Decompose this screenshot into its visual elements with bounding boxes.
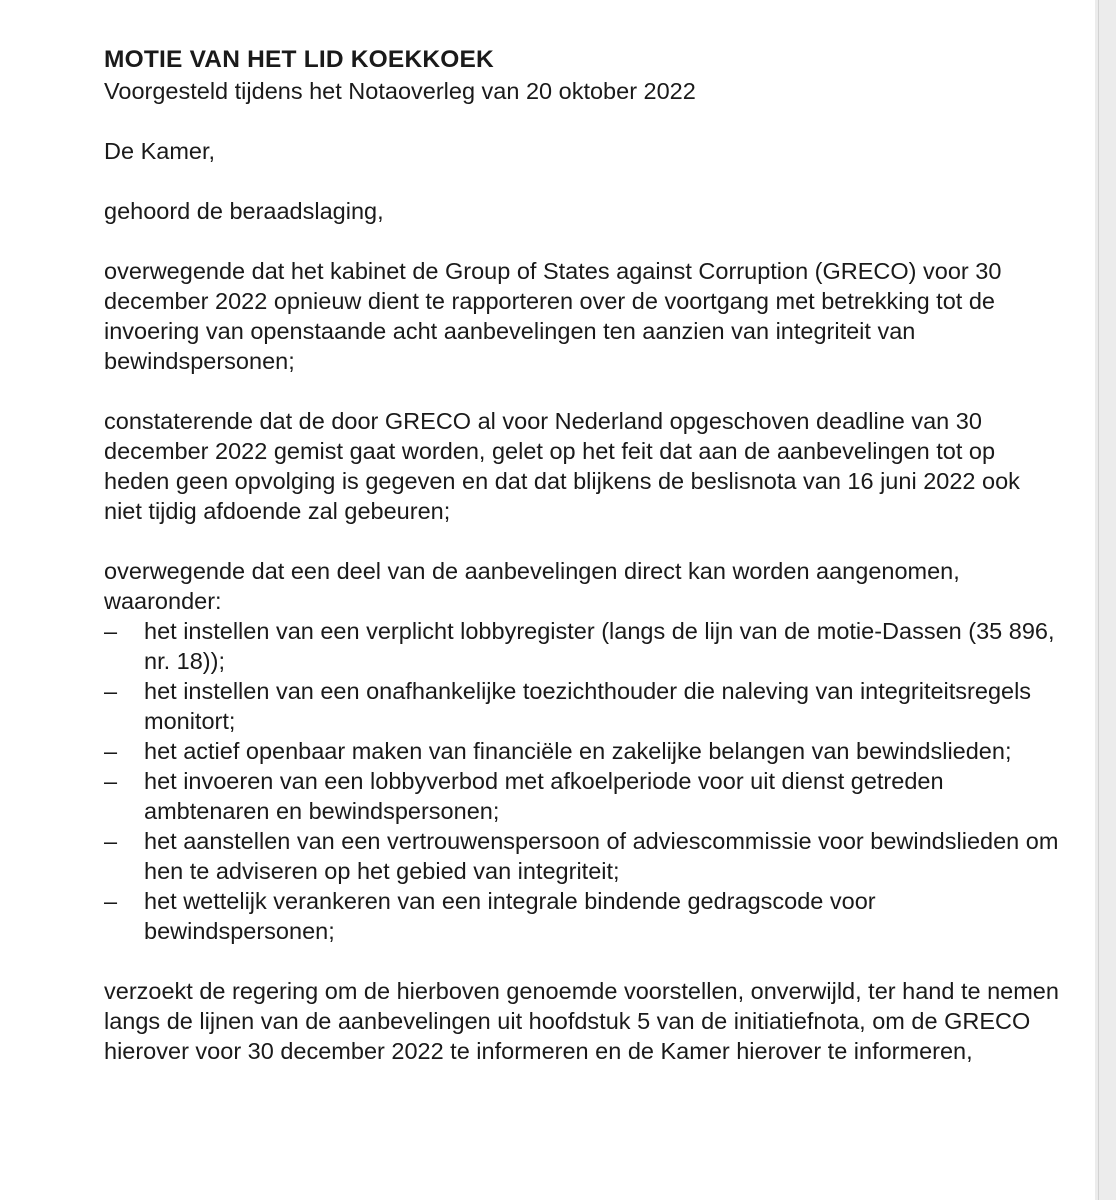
considering-paragraph-2: overwegende dat een deel van de aanbevelingen direct kan worden aangenomen, waaronder:: [104, 558, 960, 614]
list-item-text: het instellen van een onafhankelijke toezichthouder die naleving van integriteitsregels monitort;: [144, 678, 1032, 734]
heard-deliberation: gehoord de beraadslaging,: [104, 198, 384, 224]
dash-bullet: –: [104, 768, 118, 794]
salutation: De Kamer,: [104, 138, 216, 164]
dash-bullet: –: [104, 618, 118, 644]
list-item: [104, 766, 1064, 826]
list-item: [104, 616, 1064, 676]
list-item: [104, 826, 1064, 886]
list-item: [104, 736, 1064, 766]
list-item-text: het aanstellen van een vertrouwenspersoon of adviescommissie voor bewindslieden om hen te adviseren op het gebied van integriteit;: [144, 828, 1059, 884]
list-item-text: het actief openbaar maken van financiële en zakelijke belangen van bewindslieden;: [144, 738, 1012, 764]
list-item-text: het wettelijk verankeren van een integrale bindende gedragscode voor bewindspersonen;: [144, 888, 876, 944]
motion-title: MOTIE VAN HET LID KOEKKOEK: [104, 46, 494, 73]
list-item-text: het invoeren van een lobbyverbod met afkoelperiode voor uit dienst getreden ambtenaren en bewindspersonen;: [144, 768, 944, 824]
dash-bullet: –: [104, 828, 118, 854]
list-item: [104, 676, 1064, 736]
request-paragraph: verzoekt de regering om de hierboven genoemde voorstellen, onverwijld, ter hand te nemen langs de lijnen van de aanbevelingen uit hoofdstuk 5 van de initiatiefnota, om de GRECO hierover voor 30 december 2022 te informeren en de Kamer hierover te informeren,: [104, 978, 1059, 1064]
dash-bullet: –: [104, 738, 118, 764]
dash-bullet: –: [104, 888, 118, 914]
list-item: [104, 886, 1064, 946]
recommendations-list: [104, 616, 1064, 946]
considering-paragraph-1: overwegende dat het kabinet de Group of States against Corruption (GRECO) voor 30 december 2022 opnieuw dient te rapporteren over de voortgang met betrekking tot de invoering van openstaande acht aanbevelingen ten aanzien van integriteit van bewindspersonen;: [104, 258, 1002, 374]
scroll-edge: [1095, 0, 1116, 1200]
motion-text: [104, 44, 1064, 1096]
list-item-text: het instellen van een verplicht lobbyregister (langs de lijn van de motie-Dassen (35 896, nr. 18));: [144, 618, 1055, 674]
motion-subtitle: Voorgesteld tijdens het Notaoverleg van 20 oktober 2022: [104, 78, 696, 104]
noting-paragraph: constaterende dat de door GRECO al voor Nederland opgeschoven deadline van 30 december 2022 gemist gaat worden, gelet op het feit dat aan de aanbevelingen tot op heden geen opvolging is gegeven en dat dat blijkens de beslisnota van 16 juni 2022 ook niet tijdig afdoende zal gebeuren;: [104, 408, 1020, 524]
edge-divider: [1098, 0, 1099, 1200]
dash-bullet: –: [104, 678, 118, 704]
